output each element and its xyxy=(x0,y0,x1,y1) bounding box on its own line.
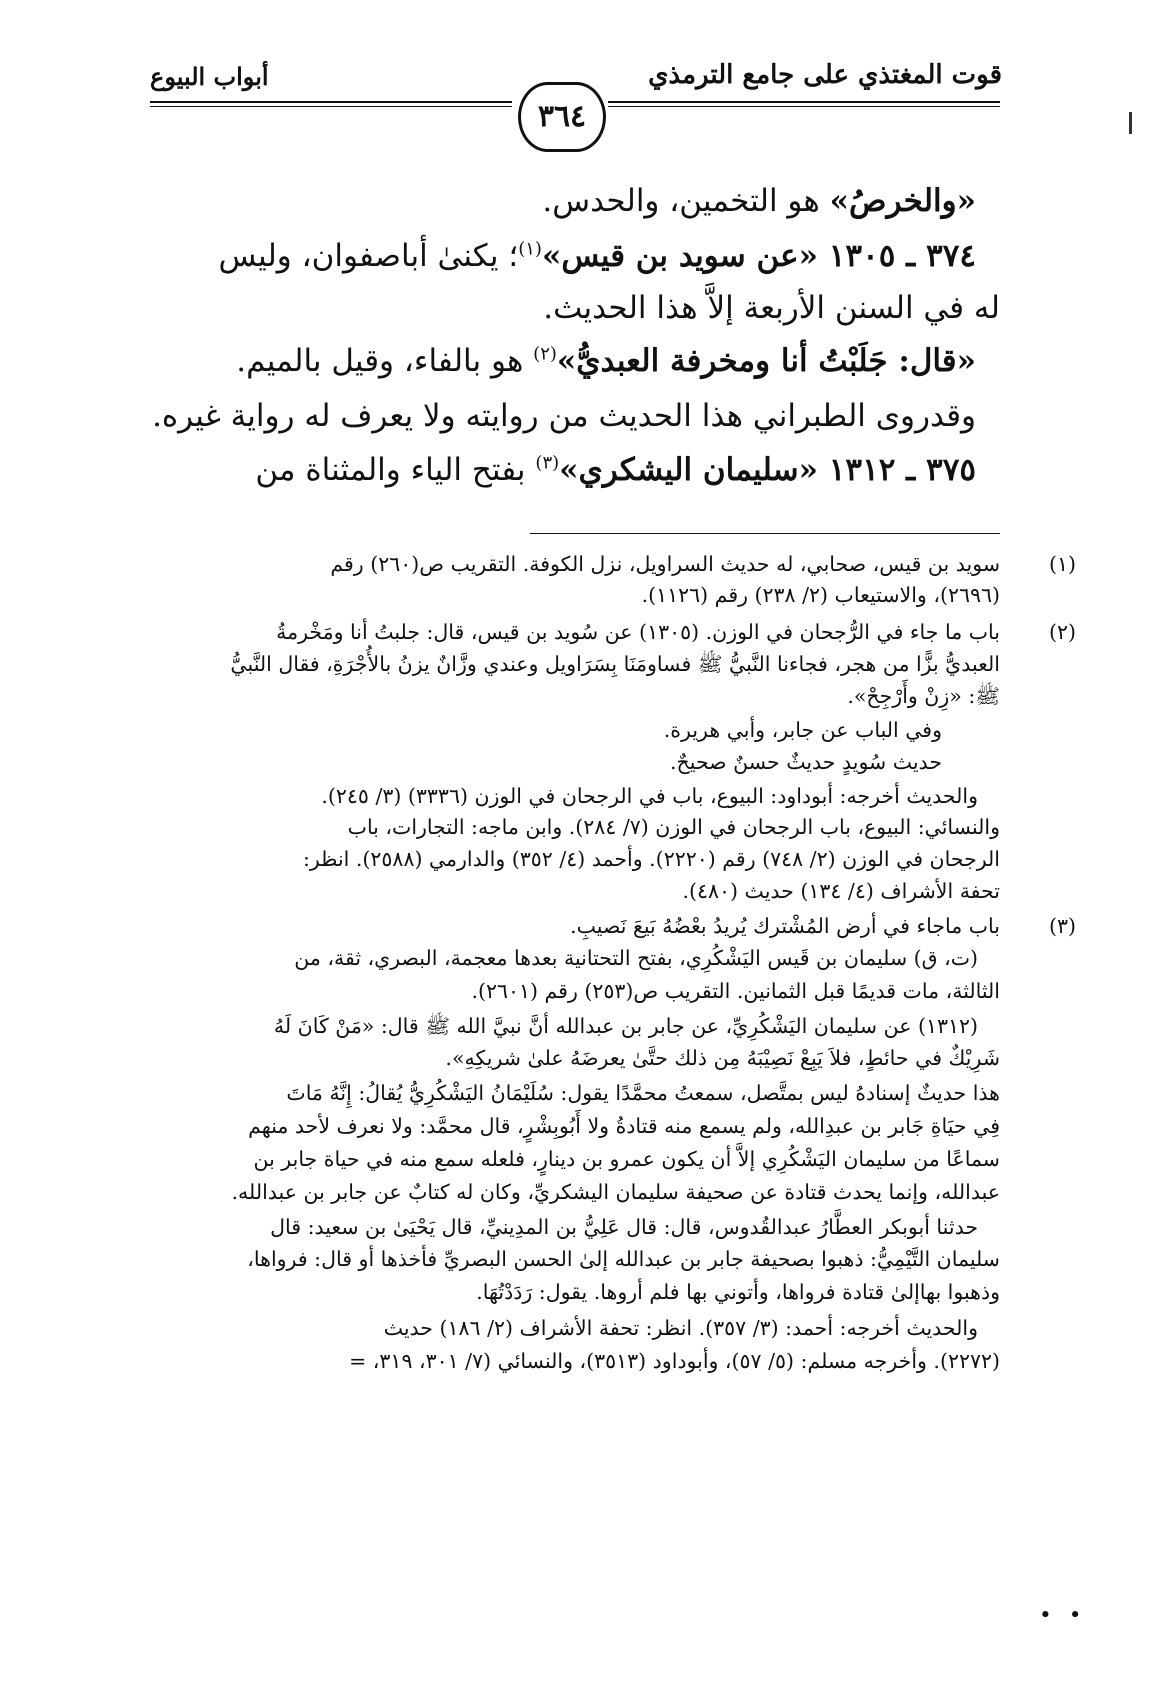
footnote-text: شَرِيْكٌ في حائطٍ، فلاَ يَبِعْ نَصِيْبَهُ مِن ذلك حتَّىٰ يعرضَهُ علىٰ شريكِهِ». xyxy=(445,1046,1000,1070)
main-line-bold: ٣٧٥ ـ ١٣١٢ «سليمان اليشكري» xyxy=(559,452,976,488)
footnote-line xyxy=(150,784,1000,808)
footnote-text: العبديُّ بزًّا من هجر، فجاءنا النَّبيُّ ﷺ فساومَنَا بِسَرَاويل وعندي وزَّانٌ يزنُ بالأُجْرَةِ، فقال النَّبيُّ xyxy=(230,652,1000,676)
footnote-text: الثالثة، مات قديمًا قبل الثمانين. التقريب ص(٢٥٣) رقم (٢٦٠١). xyxy=(471,979,1000,1003)
main-line-4 xyxy=(150,343,1000,379)
footnote-number: (٢) xyxy=(1048,620,1076,644)
main-line-text: هو بالفاء، وقيل بالميم. xyxy=(236,343,534,379)
header-rule-left xyxy=(150,101,512,107)
footnote-line xyxy=(150,1114,1000,1138)
page-number-badge: ٣٦٤ xyxy=(518,82,606,152)
footnote-line xyxy=(150,583,1000,607)
footnote-text: باب ما جاء في الرُّجحان في الوزن. (١٣٠٥) عن سُويد بن قيس، قال: جلبتُ أنا ومَخْرمةُ xyxy=(276,620,1000,644)
scan-speck-dots: ∙ ∙ xyxy=(1040,1602,1087,1627)
footnote-line xyxy=(150,620,1076,644)
footnote-line xyxy=(150,879,1000,903)
footnote-line xyxy=(150,1349,1000,1373)
footnote-ref: (٣) xyxy=(535,452,560,474)
main-line-bold: «قال: جَلَبْتُ أنا ومخرفة العبديُّ» xyxy=(556,343,976,379)
footnote-line xyxy=(150,1280,1000,1304)
footnote-text: (٢٦٩٦)، والاستيعاب (٢/ ٢٣٨) رقم (١١٢٦). xyxy=(641,583,1000,607)
footnote-text: باب ماجاء في أرض المُشْترك يُريدُ بعْضُهُ بَيعَ نَصيبِ. xyxy=(570,914,1000,938)
footnote-line xyxy=(150,946,1000,970)
footnote-line xyxy=(150,1247,1000,1271)
main-line-bold: «والخرصُ» xyxy=(829,183,976,219)
main-line-3 xyxy=(150,290,1000,326)
header-rule-right xyxy=(608,101,1000,107)
footnote-line xyxy=(150,815,1000,839)
footnote-ref: (٢) xyxy=(533,343,557,365)
main-line-text: وقدروى الطبراني هذا الحديث من روايته ولا يعرف له رواية غيره. xyxy=(152,398,976,434)
footnote-number: (٣) xyxy=(1048,914,1076,938)
footnote-line xyxy=(150,1147,1000,1171)
footnote-line xyxy=(150,847,1000,871)
footnote-text: وذهبوا بهاإلىٰ قتادة فرواها، وأتوني بها فلم أروها. يقول: رَدَدْتُهَا. xyxy=(476,1280,1000,1304)
footnote-text: والنسائي: البيوع، باب الرجحان في الوزن (٧/ ٢٨٤). وابن ماجه: التجارات، باب xyxy=(347,815,1000,839)
main-line-text: له في السنن الأربعة إلاَّ هذا الحديث. xyxy=(543,290,1000,326)
footnote-text: هذا حديثٌ إسنادهُ ليس بمتَّصل، سمعتُ محمَّدًا يقول: سُلَيْمَانُ اليَشْكُرِيُّ يُقالُ: إِنَّهُ مَاتَ xyxy=(286,1081,1000,1105)
footnote-line xyxy=(150,979,1000,1003)
footnote-line xyxy=(150,552,1076,576)
running-header-section-title: أبواب البيوع xyxy=(150,62,269,91)
footnote-text: سماعًا من سليمان اليَشْكُرِي إلاَّ أن يكون عمرو بن دينارٍ، فلعله سمع منه في حياة جابر بن xyxy=(253,1147,1000,1171)
main-line-5 xyxy=(150,398,1000,434)
main-line-1 xyxy=(150,183,1000,219)
footnote-text: (٢٢٧٢). وأخرجه مسلم: (٥/ ٥٧)، وأبوداود (٣٥١٣)، والنسائي (٧/ ٣٠١، ٣١٩، = xyxy=(349,1349,1000,1373)
footnote-text: عبدالله، وإنما يحدث قتادة عن صحيفة سليمان اليشكريِّ، وكان له كتابٌ عن جابر بن عبدالله. xyxy=(231,1180,1000,1204)
footnote-line xyxy=(150,684,1000,714)
footnote-number: (١) xyxy=(1048,552,1076,576)
footnote-line xyxy=(150,1215,1000,1239)
footnote-text: فِي حيَاةِ جَابر بن عبدِالله، ولم يسمع منه قتادةُ ولا أَبُوبِشْرٍ، قال محمَّد: ولا نعرف لأحد منهم xyxy=(248,1114,1000,1138)
footnote-text: والحديث أخرجه: أحمد: (٣/ ٣٥٧). انظر: تحفة الأشراف (٢/ ١٨٦) حديث xyxy=(383,1316,978,1340)
footnote-separator xyxy=(530,533,1000,534)
footnote-line xyxy=(150,1046,1000,1070)
footnote-line xyxy=(150,1180,1000,1204)
footnote-text: حديث سُويدٍ حديثٌ حسنٌ صحيحٌ. xyxy=(670,750,942,774)
footnote-text: (ت، ق) سليمان بن قَيس اليَشْكُرِي، بفتح التحتانية بعدها معجمة، البصري، ثقة، من xyxy=(294,946,978,970)
footnote-line xyxy=(150,750,1000,774)
main-line-text: هو التخمين، والحدس. xyxy=(542,183,830,219)
page-edge-mark xyxy=(1129,112,1132,134)
footnote-line xyxy=(150,1081,1000,1105)
footnote-line xyxy=(150,1014,1000,1044)
footnote-text: والحديث أخرجه: أبوداود: البيوع، باب في الرجحان في الوزن (٣٣٣٦) (٣/ ٢٤٥). xyxy=(321,784,978,808)
main-line-2 xyxy=(150,238,1000,274)
footnote-text: (١٣١٢) عن سليمان اليَشْكُرِيِّ، عن جابر بن عبدالله أنَّ نبيَّ الله ﷺ قال: «مَنْ كَانَ لَهُ xyxy=(273,1014,978,1038)
footnote-line xyxy=(150,914,1076,938)
running-header-book-title: قوت المغتذي على جامع الترمذي xyxy=(648,60,1002,90)
footnote-text: سليمان التَّيْمِيُّ: ذهبوا بصحيفة جابر بن عبدالله إلىٰ الحسن البصريِّ فأخذها أو قال: فرواها، xyxy=(247,1247,1000,1271)
main-line-text: ؛ يكنىٰ أباصفوان، وليس xyxy=(218,238,519,274)
footnote-text: الرجحان في الوزن (٢/ ٧٤٨) رقم (٢٢٢٠). وأحمد (٤/ ٣٥٢) والدارمي (٢٥٨٨). انظر: xyxy=(302,847,1000,871)
footnote-text: تحفة الأشراف (٤/ ١٣٤) حديث (٤٨٠). xyxy=(682,879,1000,903)
footnote-line xyxy=(150,1316,1000,1340)
footnote-text: ﷺ: «زِنْ وأَرْجِحْ». xyxy=(847,684,1000,708)
footnote-line xyxy=(150,652,1000,682)
footnote-line xyxy=(150,718,1000,742)
footnote-text: سويد بن قيس، صحابي، له حديث السراويل، نزل الكوفة. التقريب ص(٢٦٠) رقم xyxy=(330,552,1000,576)
footnote-ref: (١) xyxy=(518,238,542,260)
main-line-bold: ٣٧٤ ـ ١٣٠٥ «عن سويد بن قيس» xyxy=(541,238,976,274)
footnote-text: حدثنا أبوبكر العطَّارُ عبدالقُدوس، قال: قال عَلِيُّ بن المدِينيِّ، قال يَحْيَىٰ بن سعيد: قال xyxy=(270,1215,978,1239)
main-line-text: بفتح الياء والمثناة من xyxy=(255,452,536,488)
main-line-6 xyxy=(150,452,1000,488)
footnote-text: وفي الباب عن جابر، وأبي هريرة. xyxy=(663,718,942,742)
